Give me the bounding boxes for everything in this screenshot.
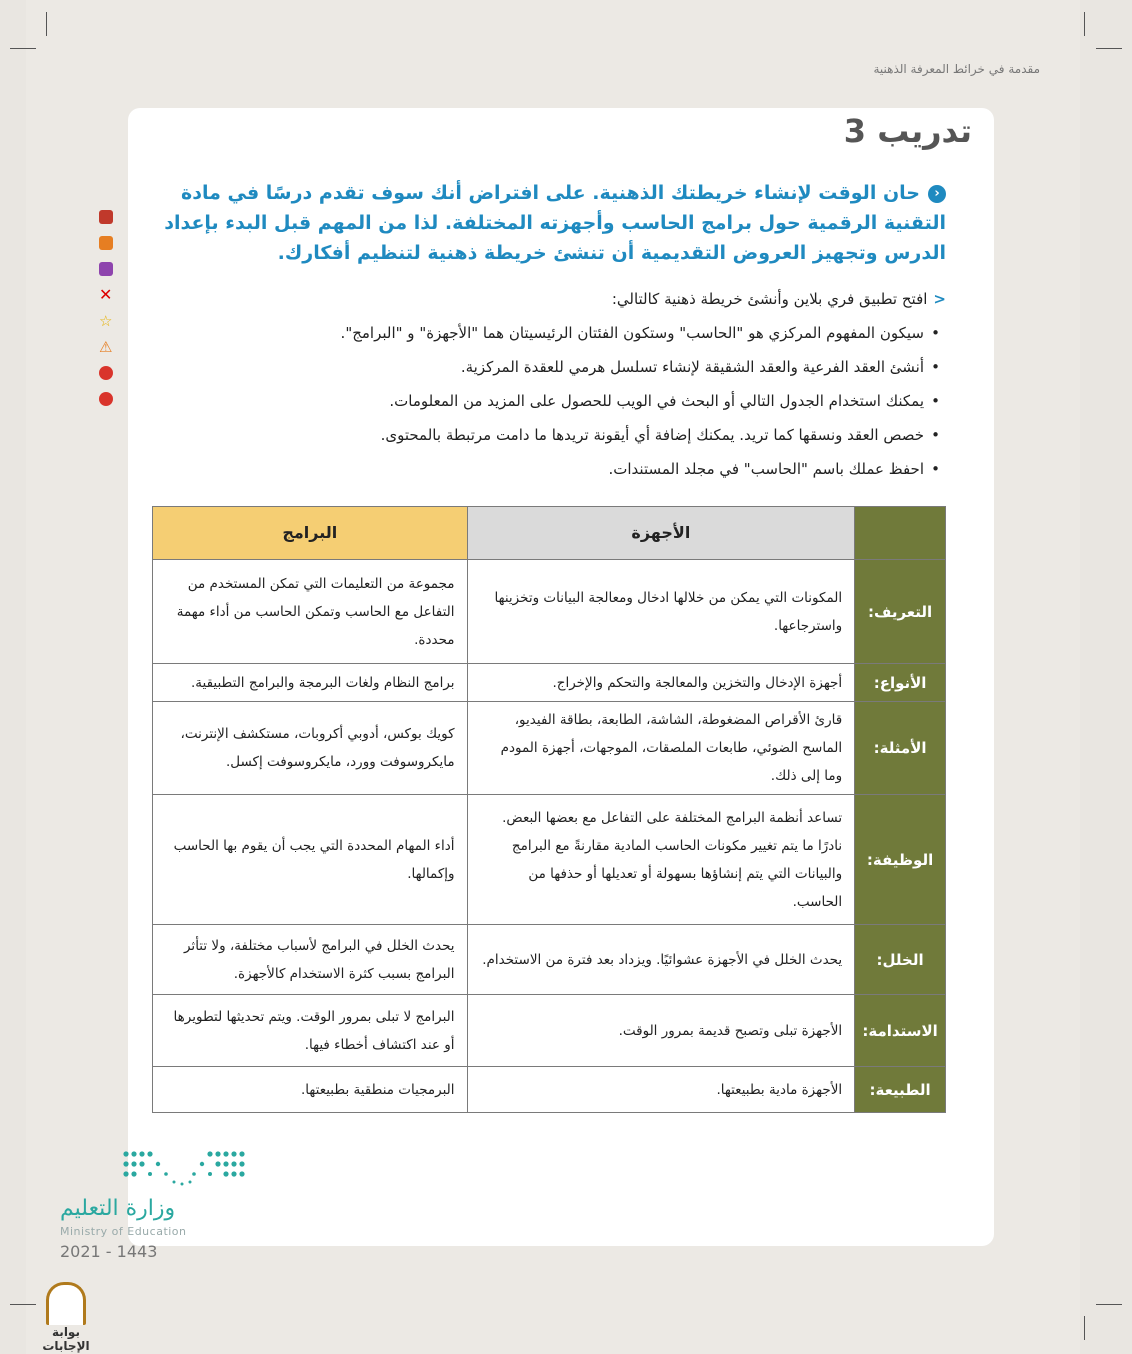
pen-nib-icon <box>46 1282 86 1325</box>
steps-bullets <box>200 316 946 486</box>
row-label: الأمثلة: <box>855 702 946 795</box>
margin-icons <box>86 210 126 406</box>
header-hardware: الأجهزة <box>467 507 855 560</box>
row-label: الاستدامة: <box>855 995 946 1067</box>
row-label: الخلل: <box>855 925 946 995</box>
ministry-name-arabic: وزارة التعليم <box>60 1196 176 1221</box>
software-cell: أداء المهام المحددة التي يجب أن يقوم بها الحاسب وإكمالها. <box>153 795 468 925</box>
table-row <box>153 664 946 702</box>
row-label: الوظيفة: <box>855 795 946 925</box>
node-icon <box>99 262 113 276</box>
edition-year: 2021 - 1443 <box>60 1242 158 1261</box>
warning-icon: ⚠ <box>99 338 113 356</box>
crop-mark <box>1084 12 1085 36</box>
step-item: • سيكون المفهوم المركزي هو "الحاسب" وستكون الفئتان الرئيسيتان هما "الأجهزة" و "البرامج". <box>200 316 924 350</box>
software-cell: برامج النظام ولغات البرمجة والبرامج التطبيقية. <box>153 664 468 702</box>
row-label: الطبيعة: <box>855 1067 946 1113</box>
software-cell: يحدث الخلل في البرامج لأسباب مختلفة، ولا تتأثر البرامج بسبب كثرة الاستخدام كالأجهزة. <box>153 925 468 995</box>
table-row <box>153 1067 946 1113</box>
hardware-cell: أجهزة الإدخال والتخزين والمعالجة والتحكم والإخراج. <box>467 664 855 702</box>
hardware-cell: المكونات التي يمكن من خلالها ادخال ومعالجة البيانات وتخزينها واسترجاعها. <box>467 560 855 664</box>
step-item: • خصص العقد ونسقها كما تريد. يمكنك إضافة أي أيقونة تريدها ما دامت مرتبطة بالمحتوى. <box>200 418 924 452</box>
row-label: الأنواع: <box>855 664 946 702</box>
hardware-cell: يحدث الخلل في الأجهزة عشوائيًا. ويزداد بعد فترة من الاستخدام. <box>467 925 855 995</box>
steps-list <box>200 282 946 486</box>
step-item: • يمكنك استخدام الجدول التالي أو البحث في الويب للحصول على المزيد من المعلومات. <box>200 384 924 418</box>
software-cell: مجموعة من التعليمات التي تمكن المستخدم من التفاعل مع الحاسب وتمكن الحاسب من أداء مهمة محددة. <box>153 560 468 664</box>
crop-mark <box>1096 1304 1122 1305</box>
node-icon <box>99 236 113 250</box>
step-item: • احفظ عملك باسم "الحاسب" في مجلد المستندات. <box>200 452 924 486</box>
stop-icon <box>99 366 113 380</box>
crop-mark <box>10 48 36 49</box>
portal-logo <box>28 1282 104 1353</box>
arrow-icon: < <box>933 290 946 308</box>
table-row <box>153 795 946 925</box>
software-cell: البرمجيات منطقية بطبيعتها. <box>153 1067 468 1113</box>
corner-cell <box>855 507 946 560</box>
close-icon: ✕ <box>99 285 113 304</box>
hardware-cell: الأجهزة تبلى وتصبح قديمة بمرور الوقت. <box>467 995 855 1067</box>
star-icon: ☆ <box>99 312 113 330</box>
comparison-table <box>152 506 946 1113</box>
hardware-cell: قارئ الأقراص المضغوطة، الشاشة، الطابعة، بطاقة الفيديو، الماسح الضوئي، طابعات الملصقات، الموجهات، أجهزة المودم وما إلى ذلك. <box>467 702 855 795</box>
table-row <box>153 702 946 795</box>
ministry-name-english: Ministry of Education <box>60 1225 187 1238</box>
software-cell: كويك بوكس، أدوبي أكروبات، مستكشف الإنترنت، مايكروسوفت وورد، مايكروسوفت إكسل. <box>153 702 468 795</box>
table-row <box>153 925 946 995</box>
intro-text: حان الوقت لإنشاء خريطتك الذهنية. على افتراض أنك سوف تقدم درسًا في مادة التقنية الرقمية حول برامج الحاسب وأجهزته المختلفة. لذا من المهم قبل البدء بإعداد الدرس وتجهيز العروض التقديمية أن تنشئ خريطة ذهنية لتنظيم أفكارك. <box>164 182 946 264</box>
chevron-bullet-icon: ‹ <box>928 185 946 203</box>
crop-mark <box>1096 48 1122 49</box>
hardware-cell: تساعد أنظمة البرامج المختلفة على التفاعل مع بعضها البعض. نادرًا ما يتم تغيير مكونات الحاسب المادية مقارنةً مع البرامج والبيانات التي يتم إنشاؤها بسهولة أو تعديلها أو حذفها من الحاسب. <box>467 795 855 925</box>
table-row <box>153 560 946 664</box>
crop-mark <box>1084 1316 1085 1340</box>
exercise-title: تدريب 3 <box>843 112 972 150</box>
node-icon <box>99 210 113 224</box>
portal-name: بوابة الإجابات <box>42 1325 90 1353</box>
running-head: مقدمة في خرائط المعرفة الذهنية <box>873 62 1040 76</box>
crop-mark <box>46 12 47 36</box>
minus-icon <box>99 392 113 406</box>
hardware-cell: الأجهزة مادية بطبيعتها. <box>467 1067 855 1113</box>
header-software: البرامج <box>153 507 468 560</box>
table-row <box>153 995 946 1067</box>
software-cell: البرامج لا تبلى بمرور الوقت. ويتم تحديثها لتطويرها أو عند اكتشاف أخطاء فيها. <box>153 995 468 1067</box>
steps-lead <box>200 282 946 316</box>
ministry-logo-dots <box>120 1146 250 1190</box>
row-label: التعريف: <box>855 560 946 664</box>
step-item: • أنشئ العقد الفرعية والعقد الشقيقة لإنشاء تسلسل هرمي للعقدة المركزية. <box>200 350 924 384</box>
exercise-intro <box>160 178 946 268</box>
steps-lead-text: افتح تطبيق فري بلاين وأنشئ خريطة ذهنية كالتالي: <box>611 290 928 308</box>
